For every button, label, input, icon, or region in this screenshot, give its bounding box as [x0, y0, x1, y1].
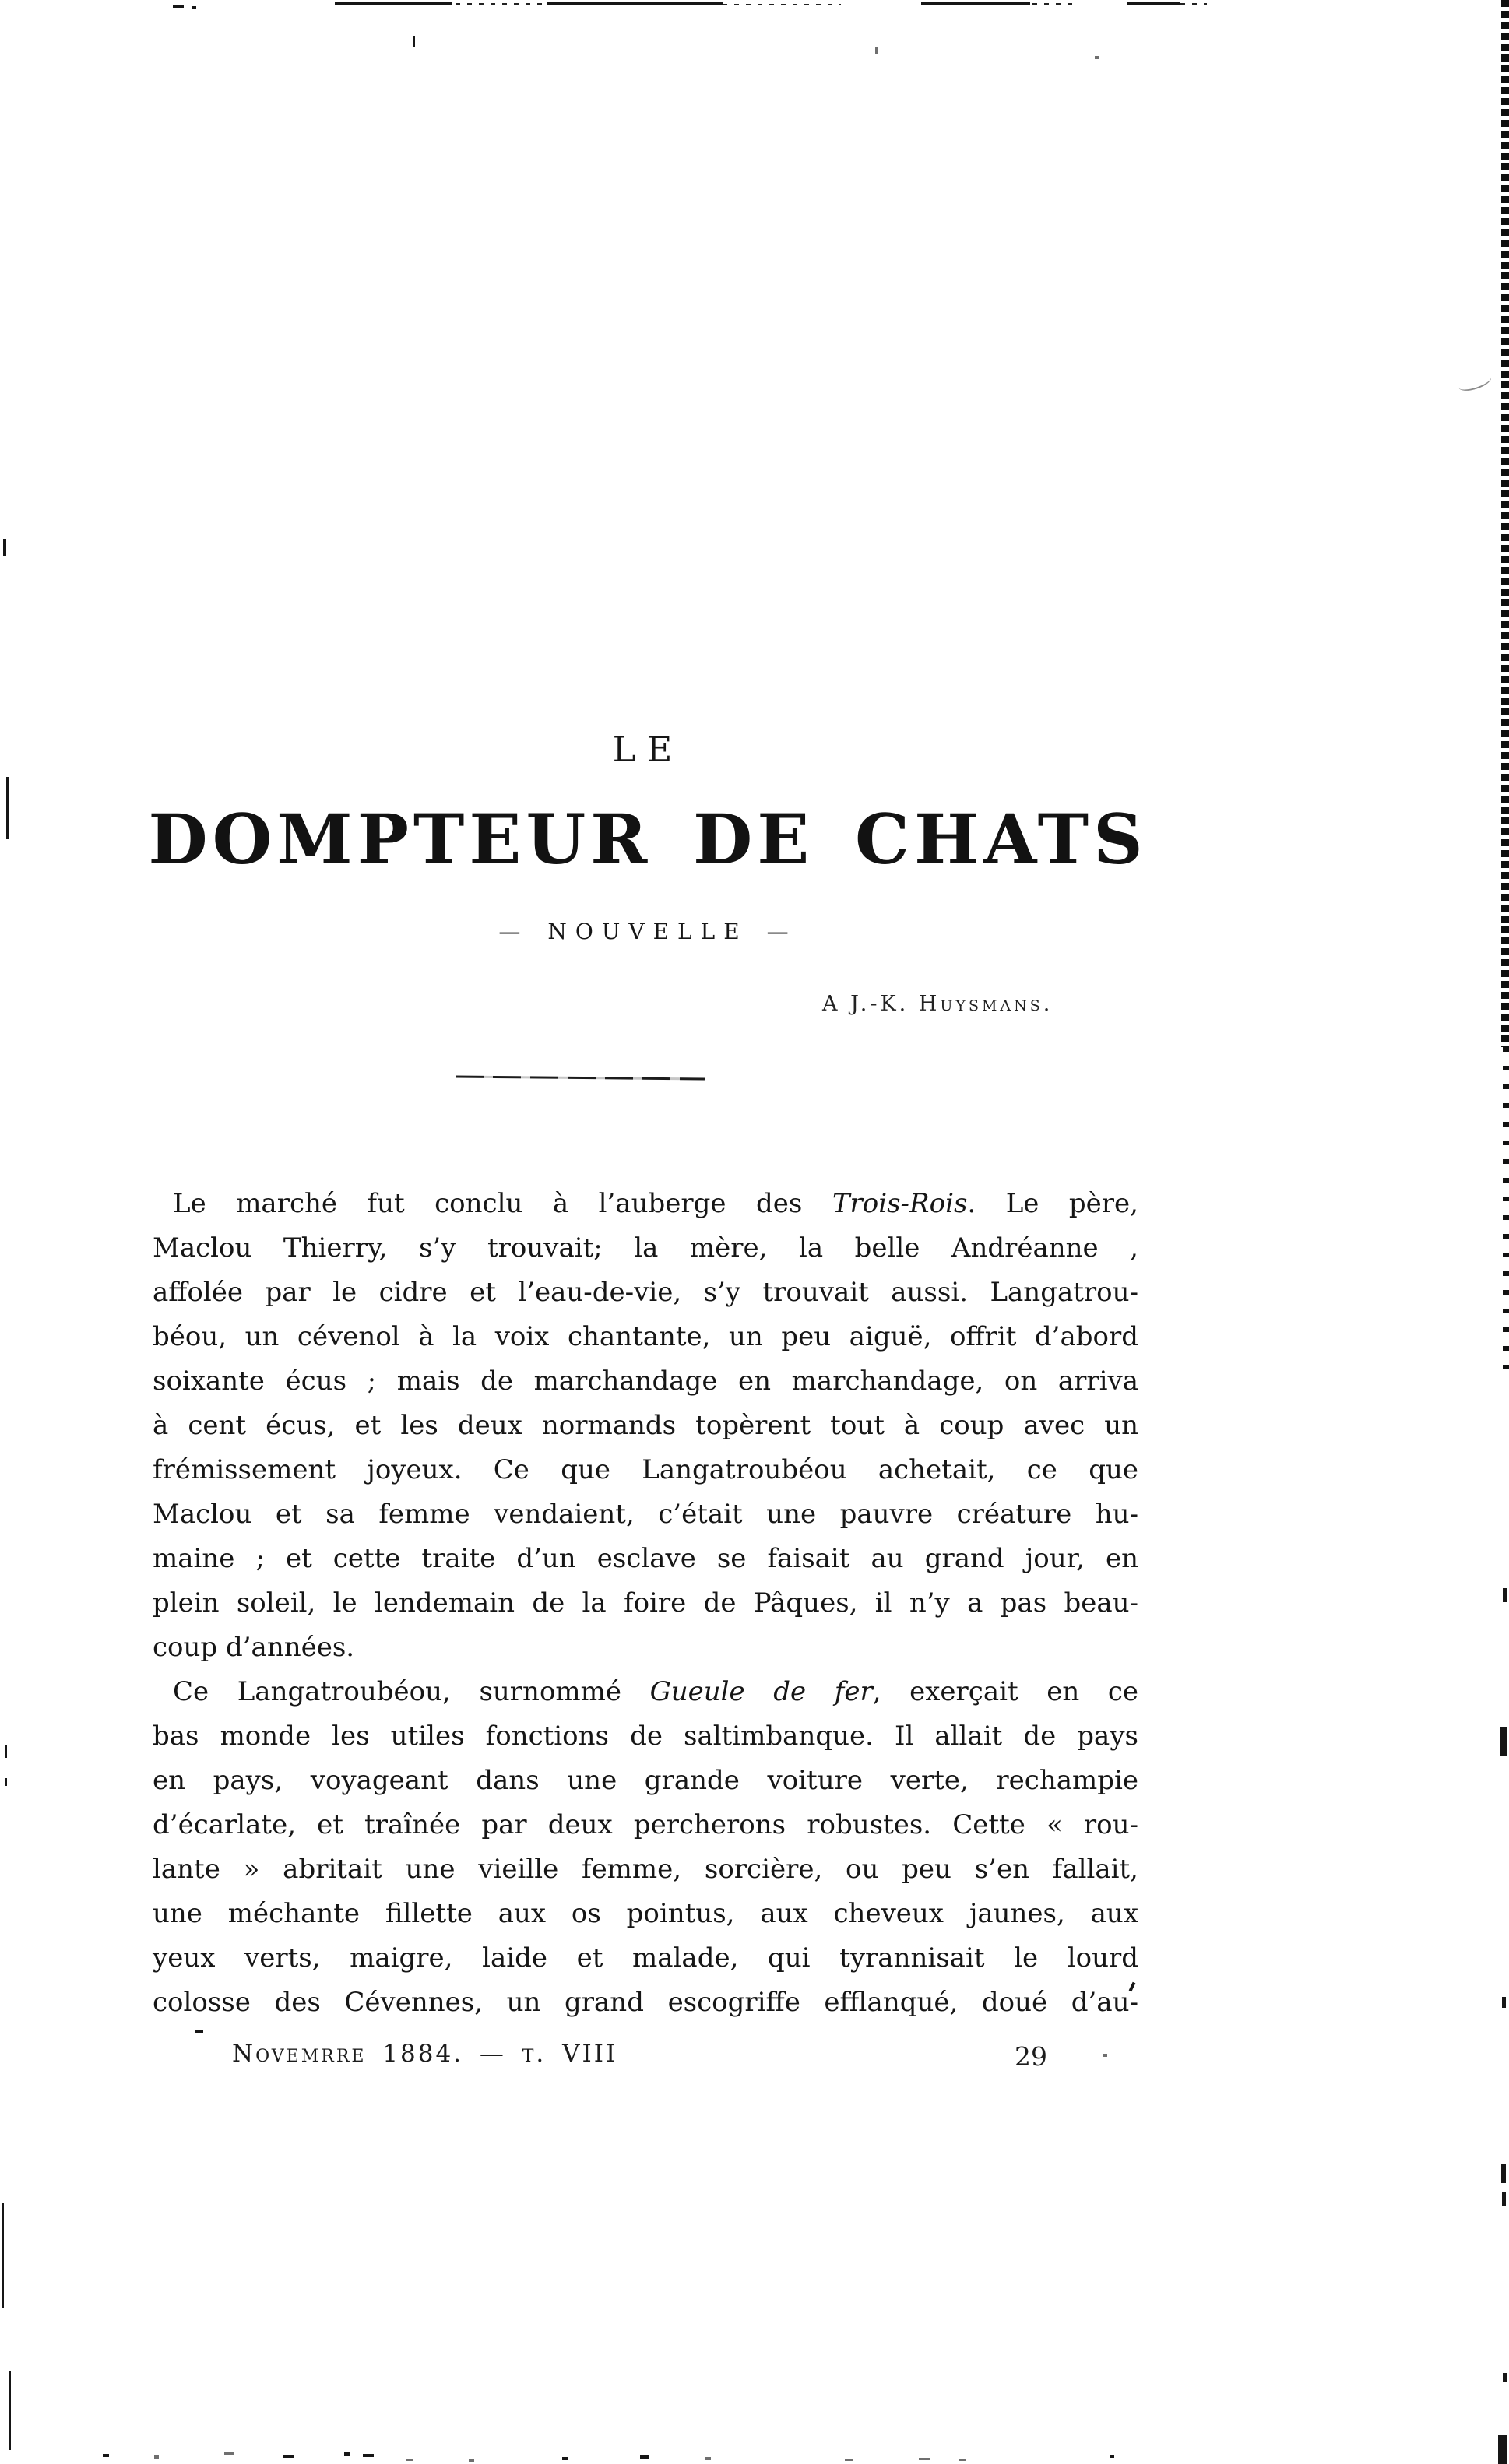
- text-line: [153, 1847, 1138, 1892]
- subtitle: — NOUVELLE —: [498, 919, 797, 944]
- scan-edge-right: [1503, 2373, 1507, 2382]
- scan-artifact-squiggle: [1456, 371, 1493, 395]
- text-segment: coup d’années.: [153, 1632, 355, 1663]
- text-segment: Maclou et sa femme vendaient, c’était une pauvre créature hu-: [153, 1499, 1138, 1530]
- scan-edge-right: [1502, 2192, 1506, 2206]
- scan-artifact-bottom: [845, 2459, 853, 2461]
- text-segment: maine ; et cette traite d’un esclave se faisait au grand jour, en: [153, 1543, 1138, 1574]
- scan-artifact-bottom: [363, 2454, 374, 2457]
- scan-artifact-bottom: [919, 2458, 930, 2460]
- footer-imprint: Novemrre 1884. — t. VIII: [232, 2040, 618, 2068]
- scan-edge-right: [1501, 2164, 1506, 2183]
- scan-edge-left: [3, 539, 6, 556]
- scan-edge-left: [2, 2203, 4, 2308]
- text-segment: à cent écus, et les deux normands topèrent tout à coup avec un: [153, 1410, 1138, 1441]
- scan-artifact-topline: [192, 6, 196, 9]
- text-segment: Le marché fut conclu à l’auberge des: [173, 1188, 832, 1219]
- scan-artifact-bottom: [1110, 2455, 1114, 2458]
- italic-text: Trois-Rois: [832, 1188, 968, 1219]
- text-line: [153, 1581, 1138, 1626]
- text-line: [153, 1182, 1138, 1226]
- scan-edge-right: [1502, 1997, 1506, 2008]
- page-number: 29: [1015, 2041, 1047, 2072]
- scan-edge-right: [1503, 1588, 1507, 1602]
- scan-artifact-topline: [456, 3, 547, 5]
- dedication: A J.-K. Huysmans.: [822, 992, 1053, 1016]
- scan-artifact-bottom: [562, 2457, 568, 2460]
- text-line: [153, 1359, 1138, 1404]
- text-line: [153, 1404, 1138, 1448]
- text-segment: Ce Langatroubéou, surnommé: [173, 1676, 650, 1707]
- text-line: [153, 1936, 1138, 1981]
- scan-artifact-bottom: [406, 2459, 413, 2461]
- text-line: [153, 1714, 1138, 1759]
- text-segment: , exerçait en ce: [872, 1676, 1138, 1707]
- scan-artifact-topline: [1032, 3, 1073, 5]
- text-segment: plein soleil, le lendemain de la foire de Pâques, il n’y a pas beau-: [153, 1587, 1138, 1619]
- text-segment: en pays, voyageant dans une grande voiture verte, rechampie: [153, 1765, 1138, 1796]
- scan-artifact-bottom: [469, 2459, 474, 2462]
- text-line: [153, 1981, 1138, 2025]
- page-title: DOMPTEUR DE CHATS: [148, 799, 1148, 880]
- scan-artifact-bottom: [283, 2455, 294, 2458]
- text-segment: béou, un cévenol à la voix chantante, un peu aiguë, offrit d’abord: [153, 1321, 1138, 1352]
- scan-artifact-bottom: [959, 2459, 966, 2461]
- text-line: [153, 1537, 1138, 1581]
- text-line: [153, 1271, 1138, 1315]
- text-segment: yeux verts, maigre, laide et malade, qui tyrannisait le lourd: [153, 1942, 1138, 1974]
- scan-artifact-topline: [335, 2, 452, 5]
- text-segment: Maclou Thierry, s’y trouvait; la mère, la belle Andréanne ,: [153, 1232, 1138, 1264]
- italic-text: Gueule de fer: [649, 1676, 873, 1707]
- ink-speck: [1103, 2054, 1107, 2057]
- text-segment: lante » abritait une vieille femme, sorcière, ou peu s’en fallait,: [153, 1854, 1138, 1885]
- separator-rule: [456, 1075, 705, 1080]
- scan-edge-right: [1503, 1047, 1509, 1374]
- scan-edge-right: [1501, 0, 1509, 1047]
- scan-artifact-bottom: [344, 2452, 350, 2456]
- text-line: [153, 1226, 1138, 1271]
- text-segment: bas monde les utiles fonctions de saltimbanque. Il allait de pays: [153, 1721, 1138, 1752]
- scan-artifact-topline: [1127, 2, 1180, 5]
- text-line: [153, 1492, 1138, 1537]
- scan-artifact-bottom: [154, 2455, 159, 2459]
- scan-edge-right: [1498, 2435, 1507, 2464]
- scan-artifact-topline: [723, 4, 841, 5]
- text-segment: affolée par le cidre et l’eau-de-vie, s’y trouvait aussi. Langatrou-: [153, 1277, 1138, 1308]
- text-line: [153, 1803, 1138, 1847]
- scan-artifact-bottom: [705, 2457, 711, 2460]
- scan-artifact-topline: [173, 5, 184, 8]
- text-line: [153, 1892, 1138, 1936]
- text-segment: colosse des Cévennes, un grand escogriffe efflanqué, doué d’au-: [153, 1987, 1138, 2018]
- text-line: [153, 1759, 1138, 1803]
- scan-artifact-bottom: [103, 2454, 109, 2457]
- ink-speck: [413, 36, 415, 47]
- scan-edge-left: [9, 2371, 11, 2450]
- series-word: LE: [612, 729, 684, 770]
- scan-artifact-bottom: [224, 2452, 234, 2455]
- text-segment: soixante écus ; mais de marchandage en marchandage, on arriva: [153, 1366, 1138, 1397]
- text-segment: frémissement joyeux. Ce que Langatroubéou achetait, ce que: [153, 1454, 1138, 1485]
- scan-artifact-topline: [921, 2, 1030, 5]
- scan-artifact-topline: [547, 2, 723, 5]
- ink-speck: [195, 2030, 203, 2033]
- scan-edge-left: [5, 1745, 7, 1758]
- ink-speck: [1095, 56, 1099, 59]
- ink-speck: [875, 47, 878, 54]
- scan-edge-left: [5, 1778, 7, 1786]
- scan-artifact-bottom: [640, 2455, 649, 2459]
- text-line: [153, 1670, 1138, 1714]
- text-line: [153, 1448, 1138, 1492]
- text-line: [153, 1315, 1138, 1359]
- scan-artifact-topline: [1180, 3, 1207, 5]
- text-segment: une méchante fillette aux os pointus, aux cheveux jaunes, aux: [153, 1898, 1138, 1929]
- text-segment: . Le père,: [967, 1188, 1138, 1219]
- text-line: [153, 1626, 1138, 1670]
- text-segment: d’écarlate, et traînée par deux percherons robustes. Cette « rou-: [153, 1809, 1138, 1840]
- scan-edge-right: [1500, 1727, 1507, 1756]
- body-text: [153, 1182, 1138, 2025]
